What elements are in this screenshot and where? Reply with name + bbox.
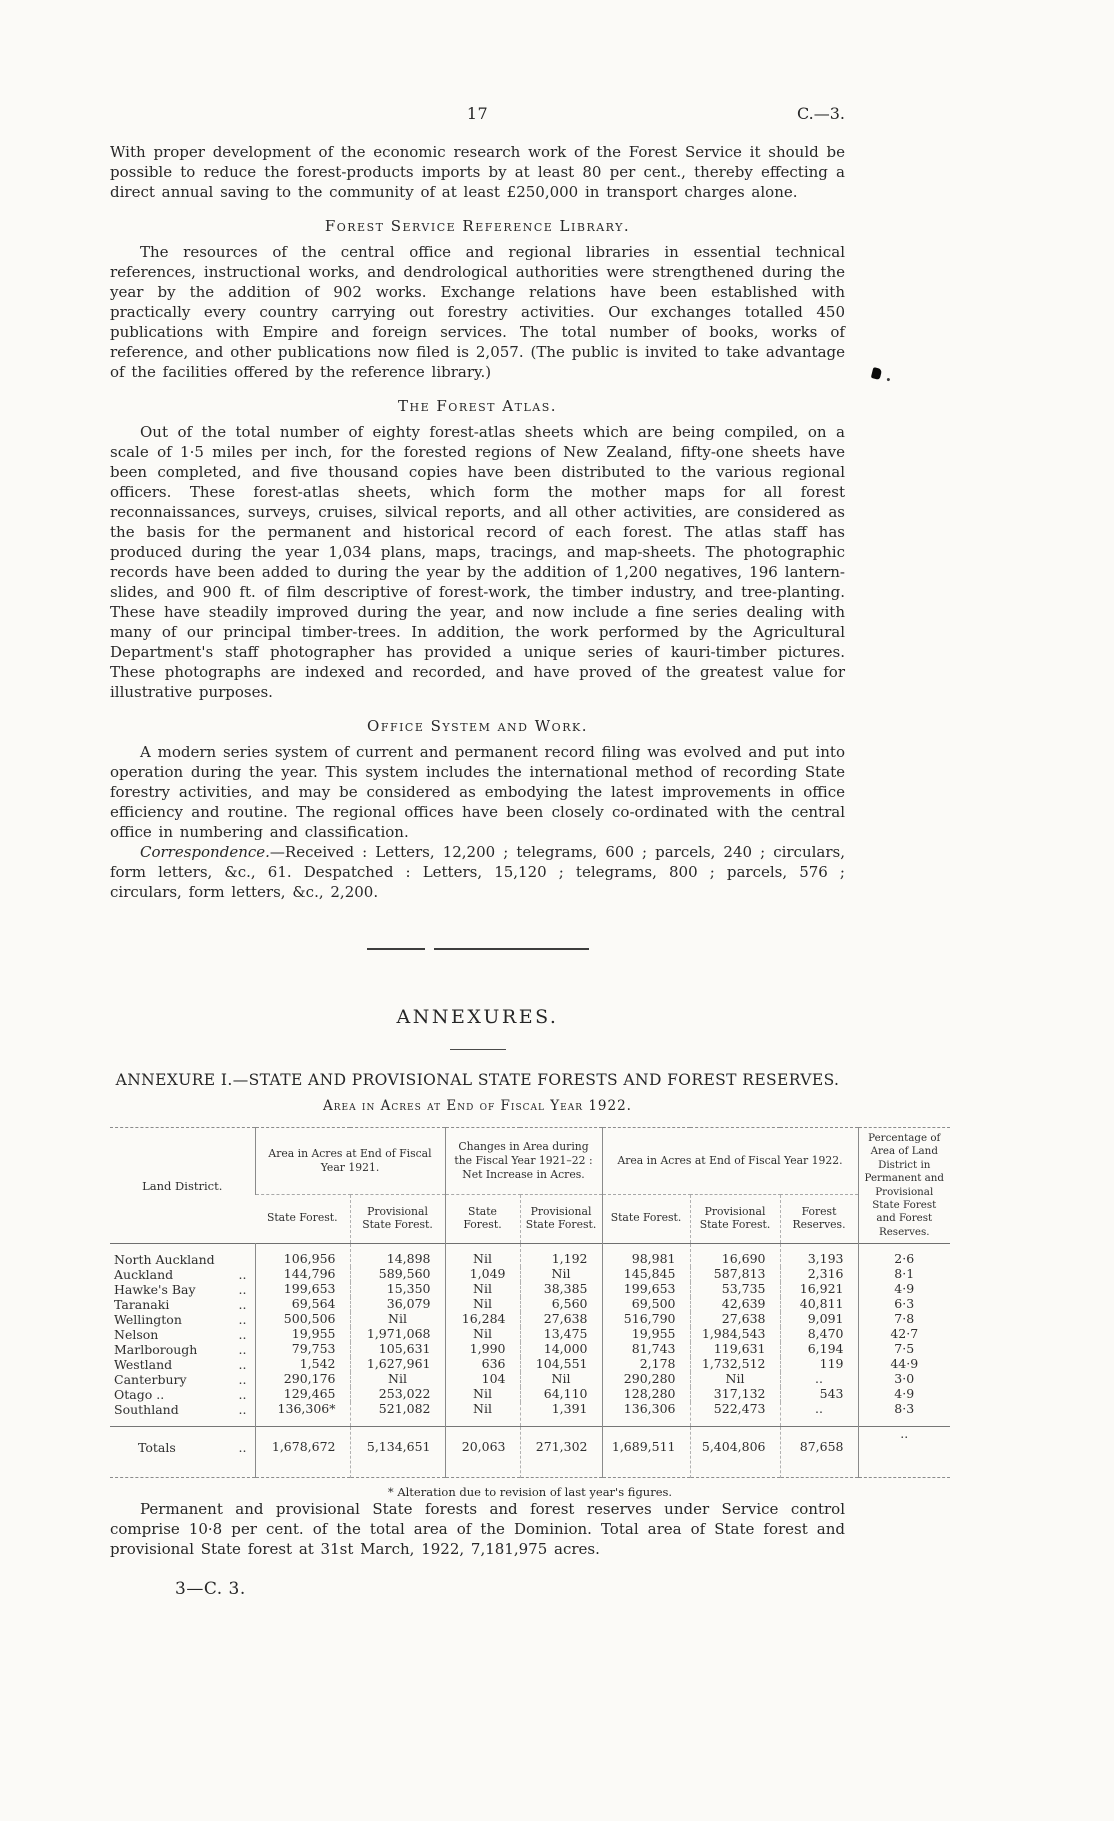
- value-cell: Nil: [350, 1312, 445, 1327]
- subheader-forest-reserves: Forest Reserves.: [780, 1195, 858, 1244]
- value-cell: 79,753: [255, 1342, 350, 1357]
- value-cell: 7·8: [858, 1312, 950, 1327]
- table-row: [110, 1282, 950, 1297]
- value-cell: 290,176: [255, 1372, 350, 1387]
- district-cell: North Auckland: [114, 1252, 215, 1267]
- value-cell: 1,689,511: [602, 1427, 690, 1478]
- value-cell: 290,280: [602, 1372, 690, 1387]
- value-cell: 522,473: [690, 1402, 780, 1427]
- page-header: [110, 104, 845, 128]
- table-row: [110, 1267, 950, 1282]
- totals-row: [110, 1427, 950, 1478]
- value-cell: 543: [780, 1387, 858, 1402]
- value-cell: 19,955: [255, 1327, 350, 1342]
- value-cell: 119: [780, 1357, 858, 1372]
- value-cell: 636: [445, 1357, 520, 1372]
- header-group-1921: Area in Acres at End of Fiscal Year 1921.: [255, 1128, 445, 1195]
- annexure-one-heading: ANNEXURE I.—STATE AND PROVISIONAL STATE FORESTS AND FOREST RESERVES.: [115, 1071, 840, 1089]
- closing-paragraph: Permanent and provisional State forests and forest reserves under Service control comprise 10·8 per cent. of the total area of the Dominion. Total area of State forest and provisional State forest at 31st March, 1922, 7,181,975 acres.: [110, 1500, 845, 1558]
- table-row: [110, 1312, 950, 1327]
- value-cell: 69,564: [255, 1297, 350, 1312]
- section-heading-reference-library: Forest Service Reference Library.: [324, 217, 631, 235]
- value-cell: 129,465: [255, 1387, 350, 1402]
- value-cell: 1,990: [445, 1342, 520, 1357]
- value-cell: 1,627,961: [350, 1357, 445, 1372]
- annexure-table: [110, 1127, 950, 1478]
- value-cell: 136,306: [602, 1402, 690, 1427]
- value-cell: 317,132: [690, 1387, 780, 1402]
- subheader-state-forest-1922: State Forest.: [602, 1195, 690, 1244]
- table-totals: [110, 1427, 950, 1478]
- table-header: [110, 1128, 950, 1244]
- value-cell: 3,193: [780, 1244, 858, 1268]
- value-cell: 128,280: [602, 1387, 690, 1402]
- value-cell: 53,735: [690, 1282, 780, 1297]
- subheader-state-forest-1921: State Forest.: [266, 1211, 338, 1225]
- district-cell: Westland ..: [114, 1357, 247, 1372]
- district-cell: Marlborough ..: [114, 1342, 247, 1357]
- value-cell: 13,475: [520, 1327, 602, 1342]
- header-land-district: Land District.: [142, 1178, 223, 1193]
- district-cell: Canterbury ..: [114, 1372, 247, 1387]
- document-reference: C.—3.: [796, 104, 845, 123]
- district-cell: Nelson ..: [114, 1327, 247, 1342]
- subheader-prov-state-forest-1921: Provisional State Forest.: [350, 1195, 445, 1244]
- forest-atlas-paragraph: Out of the total number of eighty forest-atlas sheets which are being compiled, on a scale of 1·5 miles per inch, for the forested regions of New Zealand, fifty-one sheets have been completed, and five thousand copies have been distributed to the various regional officers. These forest-atlas sheets, which form the mother maps for all forest reconnaissances, surveys, cruises, silvical reports, and all other activities, are considered as the basis for the permanent and historical record of each forest. The atlas staff has produced during the year 1,034 plans, maps, tracings, and map-sheets. The photographic records have been added to during the year by the addition of 1,200 negatives, 196 lantern-slides, and 900 ft. of film descriptive of forest-work, the timber industry, and tree-planting. These have steadily improved during the year, and now include a fine series dealing with many of our principal timber-trees. In addition, the work performed by the Agricultural Department's staff photographer has provided a unique series of kauri-timber pictures. These photographs are indexed and recorded, and have proved of the greatest value for illustrative purposes.: [110, 423, 845, 701]
- correspondence-body: —Received : Letters, 12,200 ; telegrams, 600 ; parcels, 240 ; circulars, form letters, &c., 61. Despatched : Letters, 15,120 ; telegrams, 800 ; parcels, 576 ; circulars, form letters, &c., 2,200.: [110, 843, 845, 901]
- value-cell: 119,631: [690, 1342, 780, 1357]
- value-cell: ..: [858, 1427, 950, 1478]
- value-cell: ..: [780, 1402, 858, 1427]
- value-cell: Nil: [445, 1327, 520, 1342]
- district-cell: Wellington ..: [114, 1312, 247, 1327]
- value-cell: Nil: [445, 1282, 520, 1297]
- district-cell: Auckland ..: [114, 1267, 247, 1282]
- value-cell: 1,984,543: [690, 1327, 780, 1342]
- value-cell: 16,921: [780, 1282, 858, 1297]
- value-cell: 15,350: [350, 1282, 445, 1297]
- value-cell: Nil: [690, 1372, 780, 1387]
- value-cell: 144,796: [255, 1267, 350, 1282]
- value-cell: Nil: [350, 1372, 445, 1387]
- value-cell: 4·9: [858, 1387, 950, 1402]
- value-cell: 2·6: [858, 1244, 950, 1268]
- value-cell: 1,049: [445, 1267, 520, 1282]
- value-cell: 136,306*: [255, 1402, 350, 1427]
- value-cell: 5,404,806: [690, 1427, 780, 1478]
- header-percentage: Percentage of Area of Land District in Permanent and Provisional State Forest and Forest Reserves.: [858, 1128, 950, 1244]
- correspondence-lead: Correspondence.: [140, 843, 270, 861]
- value-cell: 4·9: [858, 1282, 950, 1297]
- table-row: [110, 1327, 950, 1342]
- value-cell: Nil: [445, 1297, 520, 1312]
- value-cell: 20,063: [445, 1427, 520, 1478]
- value-cell: 589,560: [350, 1267, 445, 1282]
- value-cell: 104,551: [520, 1357, 602, 1372]
- value-cell: 7·5: [858, 1342, 950, 1357]
- value-cell: 1,391: [520, 1402, 602, 1427]
- value-cell: 1,542: [255, 1357, 350, 1372]
- value-cell: 1,732,512: [690, 1357, 780, 1372]
- page-number: 17: [466, 104, 489, 123]
- table-body: [110, 1244, 950, 1427]
- value-cell: 69,500: [602, 1297, 690, 1312]
- district-cell: Otago .. ..: [114, 1387, 247, 1402]
- value-cell: 2,178: [602, 1357, 690, 1372]
- district-cell: Hawke's Bay ..: [114, 1282, 247, 1297]
- value-cell: 2,316: [780, 1267, 858, 1282]
- value-cell: 9,091: [780, 1312, 858, 1327]
- value-cell: 199,653: [255, 1282, 350, 1297]
- correspondence-paragraph: [110, 842, 845, 902]
- value-cell: 500,506: [255, 1312, 350, 1327]
- value-cell: 38,385: [520, 1282, 602, 1297]
- value-cell: 6,560: [520, 1297, 602, 1312]
- value-cell: 14,000: [520, 1342, 602, 1357]
- value-cell: 8,470: [780, 1327, 858, 1342]
- table-row: [110, 1387, 950, 1402]
- value-cell: 145,845: [602, 1267, 690, 1282]
- intro-paragraph: With proper development of the economic research work of the Forest Service it should be possible to reduce the forest-products imports by at least 80 per cent., thereby effecting a direct annual saving to the community of at least £250,000 in transport charges alone.: [110, 143, 845, 201]
- value-cell: 87,658: [780, 1427, 858, 1478]
- value-cell: ..: [780, 1372, 858, 1387]
- value-cell: 40,811: [780, 1297, 858, 1312]
- value-cell: 104: [445, 1372, 520, 1387]
- value-cell: 1,971,068: [350, 1327, 445, 1342]
- value-cell: 42,639: [690, 1297, 780, 1312]
- table-row: [110, 1372, 950, 1387]
- value-cell: 516,790: [602, 1312, 690, 1327]
- footer-signature: 3—C. 3.: [175, 1579, 246, 1599]
- value-cell: 105,631: [350, 1342, 445, 1357]
- value-cell: Nil: [445, 1387, 520, 1402]
- subheader-prov-state-forest-change: Provisional State Forest.: [520, 1195, 602, 1244]
- section-divider-rule: [363, 948, 593, 950]
- ink-smudge-mark: [871, 367, 882, 380]
- value-cell: 81,743: [602, 1342, 690, 1357]
- closing-column: [110, 1499, 845, 1599]
- value-cell: Nil: [520, 1267, 602, 1282]
- table-footnote: * Alteration due to revision of last year's figures.: [387, 1485, 673, 1499]
- value-cell: 253,022: [350, 1387, 445, 1402]
- value-cell: 6,194: [780, 1342, 858, 1357]
- table-column: [110, 1127, 950, 1499]
- value-cell: 106,956: [255, 1244, 350, 1268]
- table-row: [110, 1357, 950, 1372]
- value-cell: 27,638: [690, 1312, 780, 1327]
- value-cell: 271,302: [520, 1427, 602, 1478]
- value-cell: 199,653: [602, 1282, 690, 1297]
- value-cell: 27,638: [520, 1312, 602, 1327]
- value-cell: Nil: [445, 1244, 520, 1268]
- header-group-1922: Area in Acres at End of Fiscal Year 1922.: [602, 1128, 858, 1195]
- table-row: [110, 1402, 950, 1427]
- value-cell: 64,110: [520, 1387, 602, 1402]
- value-cell: 19,955: [602, 1327, 690, 1342]
- section-heading-office-system: Office System and Work.: [367, 717, 588, 735]
- value-cell: 521,082: [350, 1402, 445, 1427]
- reference-library-paragraph: The resources of the central office and regional libraries in essential technical references, instructional works, and dendrological authorities were strengthened during the year by the addition of 902 works. Exchange relations have been established with practically every country carrying out forestry activities. Our exchanges totalled 450 publications with Empire and foreign services. The total number of books, works of reference, and other publications now filed is 2,057. (The public is invited to take advantage of the facilities offered by the reference library.): [110, 243, 845, 381]
- value-cell: Nil: [445, 1402, 520, 1427]
- subheader-prov-state-forest-1922: Provisional State Forest.: [690, 1195, 780, 1244]
- value-cell: 44·9: [858, 1357, 950, 1372]
- value-cell: 36,079: [350, 1297, 445, 1312]
- value-cell: 8·3: [858, 1402, 950, 1427]
- table-caption: Area in Acres at End of Fiscal Year 1922.: [323, 1098, 632, 1114]
- value-cell: 1,678,672: [255, 1427, 350, 1478]
- value-cell: 1,192: [520, 1244, 602, 1268]
- table-row: [110, 1297, 950, 1312]
- subheader-state-forest-change: State Forest.: [445, 1195, 520, 1244]
- value-cell: 16,284: [445, 1312, 520, 1327]
- district-cell: Totals ..: [110, 1427, 255, 1478]
- table-row: [110, 1244, 950, 1268]
- header-group-changes: Changes in Area during the Fiscal Year 1921–22 : Net Increase in Acres.: [445, 1128, 602, 1195]
- section-heading-forest-atlas: The Forest Atlas.: [398, 397, 557, 415]
- value-cell: 587,813: [690, 1267, 780, 1282]
- value-cell: 8·1: [858, 1267, 950, 1282]
- value-cell: 6·3: [858, 1297, 950, 1312]
- text-column: [110, 104, 845, 1114]
- annexures-title: ANNEXURES.: [396, 1006, 559, 1028]
- value-cell: 16,690: [690, 1244, 780, 1268]
- value-cell: 98,981: [602, 1244, 690, 1268]
- annexures-rule: [450, 1049, 506, 1050]
- district-cell: Southland ..: [114, 1402, 247, 1417]
- value-cell: 3·0: [858, 1372, 950, 1387]
- table-row: [110, 1342, 950, 1357]
- value-cell: 42·7: [858, 1327, 950, 1342]
- value-cell: Nil: [520, 1372, 602, 1387]
- value-cell: 14,898: [350, 1244, 445, 1268]
- value-cell: 5,134,651: [350, 1427, 445, 1478]
- office-system-paragraph: A modern series system of current and permanent record filing was evolved and put into operation during the year. This system includes the international method of recording State forestry activities, and may be considered as embodying the latest improvements in office efficiency and routine. The regional offices have been closely co-ordinated with the central office in numbering and classification.: [110, 743, 845, 841]
- district-cell: Taranaki ..: [114, 1297, 247, 1312]
